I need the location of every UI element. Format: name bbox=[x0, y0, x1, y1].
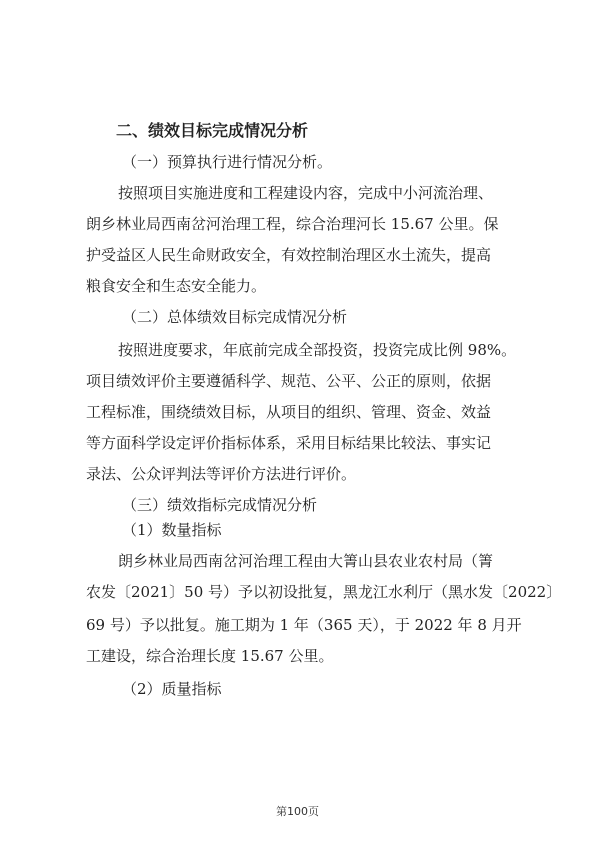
paragraph-line: 工建设，综合治理长度 15.67 公里。 bbox=[86, 647, 334, 665]
paragraph-line: 朗乡林业局西南岔河治理工程由大箐山县农业农村局（箐 bbox=[118, 552, 494, 570]
paragraph-line: 按照进度要求，年底前完成全部投资，投资完成比例 98%。 bbox=[118, 341, 517, 359]
page-number: 第100页 bbox=[276, 805, 319, 818]
sub-heading-budget: （一）预算执行进行情况分析。 bbox=[122, 153, 333, 171]
item-heading-quantity: （1）数量指标 bbox=[122, 521, 222, 539]
paragraph-line: 粮食安全和生态安全能力。 bbox=[86, 277, 267, 295]
sub-heading-overall: （二）总体绩效目标完成情况分析 bbox=[122, 308, 348, 326]
sub-heading-indicators: （三）绩效指标完成情况分析 bbox=[122, 496, 318, 514]
paragraph-line: 工程标准，围绕绩效目标，从项目的组织、管理、资金、效益 bbox=[86, 403, 492, 421]
paragraph-line: 录法、公众评判法等评价方法进行评价。 bbox=[86, 465, 357, 483]
paragraph-line: 农发〔2021〕50 号）予以初设批复，黑龙江水利厅（黑水发〔2022〕 bbox=[86, 583, 562, 601]
paragraph-line: 按照项目实施进度和工程建设内容，完成中小河流治理、 bbox=[118, 184, 494, 202]
paragraph-line: 朗乡林业局西南岔河治理工程，综合治理河长 15.67 公里。保 bbox=[86, 215, 499, 233]
paragraph-line: 护受益区人民生命财政安全，有效控制治理区水土流失，提高 bbox=[86, 246, 492, 264]
paragraph-line: 等方面科学设定评价指标体系，采用目标结果比较法、事实记 bbox=[86, 434, 492, 452]
section-heading: 二、绩效目标完成情况分析 bbox=[116, 121, 309, 140]
paragraph-line: 项目绩效评价主要遵循科学、规范、公平、公正的原则，依据 bbox=[86, 372, 492, 390]
paragraph-line: 69 号）予以批复。施工期为 1 年（365 天），于 2022 年 8 月开 bbox=[86, 616, 522, 634]
item-heading-quality: （2）质量指标 bbox=[122, 680, 222, 698]
